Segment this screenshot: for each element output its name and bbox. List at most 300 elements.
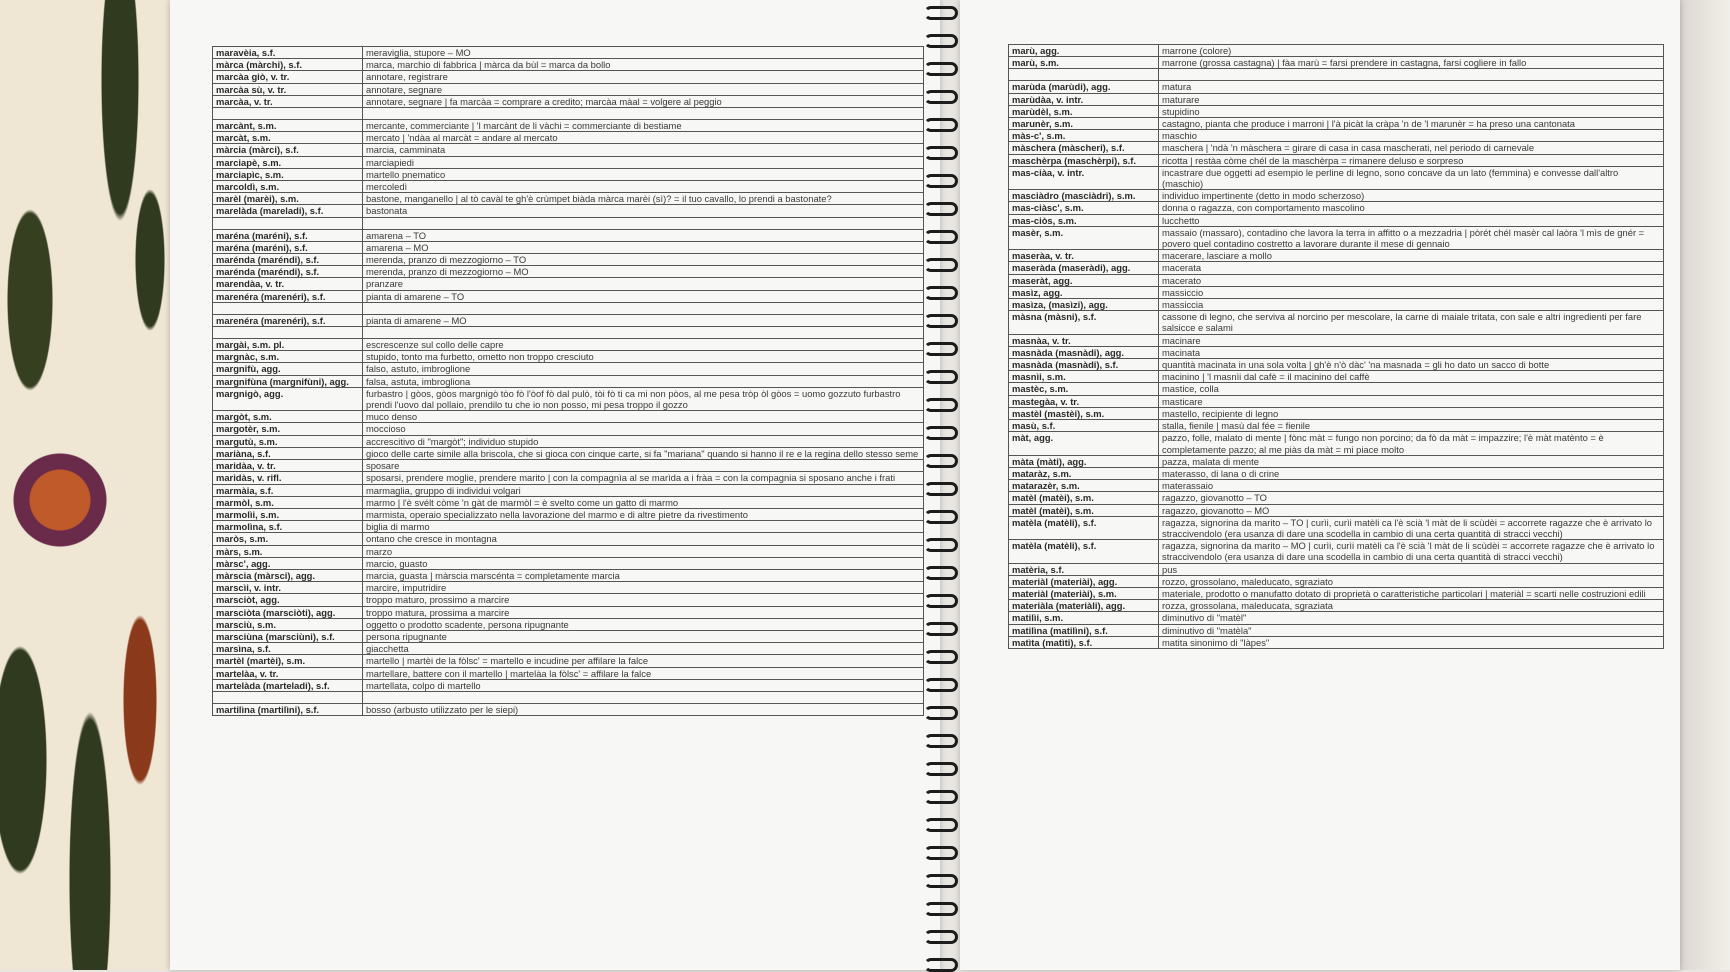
dictionary-row [1009, 600, 1664, 612]
entry-definition: ragazzo, giovanotto – TO [1159, 492, 1664, 504]
entry-term: masnàda (masnàdi), s.f. [1009, 359, 1159, 371]
entry-definition: muco denso [363, 411, 924, 423]
entry-term [213, 108, 363, 120]
entry-term: matèl (matèi), s.m. [1009, 504, 1159, 516]
entry-definition: sposarsi, prendere moglie, prendere marito | con la compagnìa al se marìda a i fràa = con la compagnia si sposano anche i frati [363, 472, 924, 484]
entry-term: marcàa, v. tr. [213, 95, 363, 107]
dictionary-row [1009, 154, 1664, 166]
spiral-coil [924, 874, 958, 888]
dictionary-row [213, 193, 924, 205]
entry-term: marénda (maréndi), s.f. [213, 254, 363, 266]
entry-definition: individuo impertinente (detto in modo scherzoso) [1159, 190, 1664, 202]
entry-definition: martello pnematico [363, 168, 924, 180]
entry-definition: mastice, colla [1159, 383, 1664, 395]
entry-definition [363, 691, 924, 703]
entry-term: marmòl, s.m. [213, 496, 363, 508]
dictionary-row [213, 533, 924, 545]
dictionary-row [213, 302, 924, 314]
spiral-coil [924, 706, 958, 720]
entry-definition: pianta di amarene – MO [363, 314, 924, 326]
entry-definition [363, 302, 924, 314]
entry-definition: massaio (massaro), contadino che lavora la terra in affitto o a mezzadria | pòrét chél masèr cal laòra 'l mìs de gnér = povero quel contadino costretto a lavorare durante il mese di gennaio [1159, 226, 1664, 249]
dictionary-row [1009, 587, 1664, 599]
entry-definition: ricotta | restàa còme chél de la maschèrpa = rimanere deluso e sorpreso [1159, 154, 1664, 166]
entry-definition: pazzo, folle, malato di mente | fònc màt = fungo non porcino; da fò da màt = impazzire; l'è màt matènto = è completamente pazzo; al me piàs da màt = mi piace molto [1159, 432, 1664, 455]
dictionary-row [213, 460, 924, 472]
entry-definition: matita sinonimo di "làpes" [1159, 636, 1664, 648]
entry-term: mataràz, s.m. [1009, 467, 1159, 479]
entry-definition: martellare, battere con il martello | martelàa la fòlsc' = affilare la falce [363, 667, 924, 679]
dictionary-row [213, 411, 924, 423]
entry-term: martilìna (martilìni), s.f. [213, 703, 363, 715]
entry-definition [363, 217, 924, 229]
entry-term: marsciù, s.m. [213, 618, 363, 630]
entry-definition: marzo [363, 545, 924, 557]
entry-definition: giacchetta [363, 643, 924, 655]
right-dictionary-table [1008, 44, 1664, 649]
entry-definition: merenda, pranzo di mezzogiorno – TO [363, 254, 924, 266]
dictionary-row [213, 363, 924, 375]
spiral-coil [924, 146, 958, 160]
entry-term: materiàla (materiàli), agg. [1009, 600, 1159, 612]
entry-term: marmolìna, s.f. [213, 521, 363, 533]
dictionary-row [213, 314, 924, 326]
entry-term: matèl (matèi), s.m. [1009, 492, 1159, 504]
dictionary-row [1009, 311, 1664, 334]
entry-definition: rozzo, grossolano, maleducato, sgraziato [1159, 575, 1664, 587]
entry-term: màrscia (màrsci), agg. [213, 569, 363, 581]
dictionary-row [1009, 420, 1664, 432]
entry-definition: falsa, astuta, imbrogliona [363, 375, 924, 387]
dictionary-row [1009, 214, 1664, 226]
dictionary-row [1009, 540, 1664, 563]
dictionary-row [213, 47, 924, 59]
entry-definition: materassaio [1159, 480, 1664, 492]
dictionary-row [213, 387, 924, 410]
spiral-coil [924, 678, 958, 692]
dictionary-row [1009, 359, 1664, 371]
spiral-coil [924, 62, 958, 76]
dictionary-row [1009, 492, 1664, 504]
dictionary-row [1009, 166, 1664, 189]
entry-definition: marcire, imputridire [363, 582, 924, 594]
dictionary-row [213, 339, 924, 351]
dictionary-row [1009, 142, 1664, 154]
entry-definition: marrone (grossa castagna) | fàa marù = farsi prendere in castagna, farsi cogliere in fallo [1159, 57, 1664, 69]
entry-definition: annotare, registrare [363, 71, 924, 83]
entry-term: maréna (maréni), s.f. [213, 241, 363, 253]
entry-term: maravèia, s.f. [213, 47, 363, 59]
entry-definition: ragazzo, giovanotto – MO [1159, 504, 1664, 516]
entry-term: mas-ciàa, v. intr. [1009, 166, 1159, 189]
entry-term: marunèr, s.m. [1009, 118, 1159, 130]
entry-definition: maschio [1159, 130, 1664, 142]
dictionary-row [213, 679, 924, 691]
dictionary-row [213, 351, 924, 363]
entry-definition: annotare, segnare | fa marcàa = comprare a credito; marcàa màal = volgere al peggio [363, 95, 924, 107]
dictionary-row [1009, 575, 1664, 587]
entry-term: masciàdro (masciàdri), s.m. [1009, 190, 1159, 202]
entry-term: màrca (màrchi), s.f. [213, 59, 363, 71]
dictionary-row [1009, 69, 1664, 81]
spiral-coil [924, 622, 958, 636]
dictionary-row [213, 120, 924, 132]
spiral-coil [924, 538, 958, 552]
entry-term: maschèrpa (maschèrpi), s.f. [1009, 154, 1159, 166]
entry-term: màrs, s.m. [213, 545, 363, 557]
dictionary-row [1009, 612, 1664, 624]
spiral-coil [924, 202, 958, 216]
dictionary-row [1009, 226, 1664, 249]
entry-term: marsciùna (marsciùni), s.f. [213, 630, 363, 642]
entry-definition: marcio, guasto [363, 557, 924, 569]
entry-term: masù, s.f. [1009, 420, 1159, 432]
dictionary-row [213, 606, 924, 618]
dictionary-row [213, 472, 924, 484]
background-edge [1680, 0, 1730, 970]
entry-term: marciapìc, s.m. [213, 168, 363, 180]
entry-term [1009, 69, 1159, 81]
entry-definition: macinare [1159, 334, 1664, 346]
dictionary-row [213, 545, 924, 557]
dictionary-row [213, 217, 924, 229]
entry-definition: stupido, tonto ma furbetto, ometto non troppo cresciuto [363, 351, 924, 363]
entry-definition: macinata [1159, 346, 1664, 358]
entry-term: margài, s.m. pl. [213, 339, 363, 351]
entry-definition: troppo maturo, prossimo a marcire [363, 594, 924, 606]
dictionary-row [213, 484, 924, 496]
entry-definition: masticare [1159, 395, 1664, 407]
entry-term: mariàna, s.f. [213, 447, 363, 459]
entry-term: masìz, agg. [1009, 286, 1159, 298]
entry-definition: pus [1159, 563, 1664, 575]
entry-definition: marcia, guasta | màrscia marscénta = completamente marcia [363, 569, 924, 581]
dictionary-row [213, 278, 924, 290]
dictionary-row [1009, 202, 1664, 214]
left-dictionary-table [212, 46, 924, 716]
dictionary-row [213, 375, 924, 387]
dictionary-row [1009, 455, 1664, 467]
dictionary-row [1009, 250, 1664, 262]
entry-definition: oggetto o prodotto scadente, persona ripugnante [363, 618, 924, 630]
spiral-coil [924, 902, 958, 916]
entry-term: marsìna, s.f. [213, 643, 363, 655]
entry-definition: materasso, di lana o di crine [1159, 467, 1664, 479]
entry-definition: materiale, prodotto o manufatto dotato di proprietà o caratteristiche particolari | materiàl = scarti nelle costruzioni edili [1159, 587, 1664, 599]
entry-definition: stupidino [1159, 105, 1664, 117]
dictionary-row [213, 168, 924, 180]
entry-term: materiàl (materiài), agg. [1009, 575, 1159, 587]
entry-term: materiàl (materiài), s.m. [1009, 587, 1159, 599]
entry-term: masnàda (masnàdi), agg. [1009, 346, 1159, 358]
dictionary-row [213, 618, 924, 630]
dictionary-row [1009, 262, 1664, 274]
dictionary-row [213, 254, 924, 266]
dictionary-row [1009, 346, 1664, 358]
entry-definition: marca, marchio di fabbrica | màrca da bùl = marca da bollo [363, 59, 924, 71]
entry-term: martelàa, v. tr. [213, 667, 363, 679]
entry-definition: lucchetto [1159, 214, 1664, 226]
spiral-coil [924, 566, 958, 580]
entry-term: matilìi, s.m. [1009, 612, 1159, 624]
entry-term: marendàa, v. tr. [213, 278, 363, 290]
entry-definition: marmaglia, gruppo di individui volgari [363, 484, 924, 496]
dictionary-row [1009, 274, 1664, 286]
entry-term: maseràda (maseràdi), agg. [1009, 262, 1159, 274]
dictionary-row [213, 229, 924, 241]
dictionary-row [213, 156, 924, 168]
entry-definition: matura [1159, 81, 1664, 93]
spiral-coil [924, 342, 958, 356]
spiral-coil [924, 34, 958, 48]
entry-term: matarazèr, s.m. [1009, 480, 1159, 492]
dictionary-row [213, 108, 924, 120]
entry-definition: meraviglia, stupore – MO [363, 47, 924, 59]
entry-term [213, 691, 363, 703]
spiral-coil [924, 370, 958, 384]
dictionary-row [1009, 516, 1664, 539]
dictionary-row [213, 266, 924, 278]
entry-term: margnifùna (margnifùni), agg. [213, 375, 363, 387]
dictionary-row [213, 703, 924, 715]
dictionary-row [1009, 371, 1664, 383]
entry-term: marù, agg. [1009, 45, 1159, 57]
entry-term: margotèr, s.m. [213, 423, 363, 435]
entry-definition: pazza, malata di mente [1159, 455, 1664, 467]
entry-term: mastèl (mastèi), s.m. [1009, 407, 1159, 419]
entry-term: margnigò, agg. [213, 387, 363, 410]
entry-definition: merenda, pranzo di mezzogiorno – MO [363, 266, 924, 278]
spiral-coil [924, 734, 958, 748]
entry-term: màrsc', agg. [213, 557, 363, 569]
dictionary-row [213, 447, 924, 459]
entry-definition: castagno, pianta che produce i marroni | l'à picàt la cràpa 'n de 'l marunèr = ha preso una cantonata [1159, 118, 1664, 130]
dictionary-row [213, 290, 924, 302]
entry-definition: furbastro | gòos, gòos margnigò tòo fò l'òof fò dal pulò, tòi fò ti ca mi non pòos, al me pesa tròp òl gòos = uomo gozzuto furbastro prendi l'uovo dal pollaio, prendilo tu che io non posso, mi pesa troppo il gozzo [363, 387, 924, 410]
entry-definition: amarena – MO [363, 241, 924, 253]
spiral-coil [924, 510, 958, 524]
entry-term: marmàia, s.f. [213, 484, 363, 496]
entry-term: mastèc, s.m. [1009, 383, 1159, 395]
entry-definition: macerata [1159, 262, 1664, 274]
entry-definition: macinino | 'l masnìi dal cafè = il macinino del caffè [1159, 371, 1664, 383]
entry-definition: mercante, commerciante | 'l marcànt de li vàchi = commerciante di bestiame [363, 120, 924, 132]
entry-definition: amarena – TO [363, 229, 924, 241]
entry-term: marscìi, v. intr. [213, 582, 363, 594]
entry-definition [363, 327, 924, 339]
entry-term: maròs, s.m. [213, 533, 363, 545]
entry-term: maseràa, v. tr. [1009, 250, 1159, 262]
entry-term: mas-ciòs, s.m. [1009, 214, 1159, 226]
entry-term: maridàs, v. rifl. [213, 472, 363, 484]
entry-definition: pianta di amarene – TO [363, 290, 924, 302]
entry-term: mas-ciàsc', s.m. [1009, 202, 1159, 214]
spiral-coil [924, 258, 958, 272]
entry-definition: massiccia [1159, 299, 1664, 311]
entry-definition: stalla, fienile | masù dal fée = fienile [1159, 420, 1664, 432]
spiral-coil [924, 286, 958, 300]
entry-definition: ontano che cresce in montagna [363, 533, 924, 545]
spiral-coil [924, 6, 958, 20]
dictionary-row [213, 132, 924, 144]
entry-definition: quantità macinata in una sola volta | gh'è n'ò dàc' 'na masnada = gli ho dato un sacco di botte [1159, 359, 1664, 371]
entry-term: marèl (marèi), s.m. [213, 193, 363, 205]
entry-definition: marrone (colore) [1159, 45, 1664, 57]
dictionary-row [1009, 45, 1664, 57]
spiral-coil [924, 846, 958, 860]
dictionary-row [1009, 299, 1664, 311]
dictionary-row [1009, 395, 1664, 407]
entry-term: marelàda (mareladi), s.f. [213, 205, 363, 217]
entry-definition: gioco delle carte simile alla briscola, che si gioca con cinque carte, si fa "mariana" quando si hanno il re e la regina dello stesso seme [363, 447, 924, 459]
dictionary-row [213, 181, 924, 193]
entry-term: maseràt, agg. [1009, 274, 1159, 286]
entry-term: marùdèl, s.m. [1009, 105, 1159, 117]
spiral-coil [924, 90, 958, 104]
entry-term: marenéra (marenéri), s.f. [213, 290, 363, 302]
spiral-coil [924, 454, 958, 468]
dictionary-row [213, 241, 924, 253]
entry-term: mastegàa, v. tr. [1009, 395, 1159, 407]
dictionary-row [1009, 407, 1664, 419]
entry-definition: moccioso [363, 423, 924, 435]
spiral-coil [924, 594, 958, 608]
entry-definition: marcia, camminata [363, 144, 924, 156]
entry-term: matèla (matèli), s.f. [1009, 540, 1159, 563]
dictionary-row [1009, 504, 1664, 516]
dictionary-row [1009, 105, 1664, 117]
entry-term: marcàa giò, v. tr. [213, 71, 363, 83]
dictionary-row [1009, 383, 1664, 395]
entry-term: margòt, s.m. [213, 411, 363, 423]
entry-definition: ragazza, signorina da marito – MO | curìi, curìi matèli ca l'è scià 'l màt de li scùdèi = accorrete ragazze che è arrivato lo straccivendolo (era usanza di dare una scodella in cambio di una certa quantità di stracci vecchi) [1159, 540, 1664, 563]
entry-definition: rozza, grossolana, maleducata, sgraziata [1159, 600, 1664, 612]
entry-definition: maturare [1159, 93, 1664, 105]
entry-definition: diminutivo di "matèl" [1159, 612, 1664, 624]
entry-definition: massiccio [1159, 286, 1664, 298]
entry-term: màrcia (màrci), s.f. [213, 144, 363, 156]
entry-term: matìta (matìti), s.f. [1009, 636, 1159, 648]
spiral-coil [924, 398, 958, 412]
entry-definition: martellata, colpo di martello [363, 679, 924, 691]
dictionary-row [213, 71, 924, 83]
entry-term: marciapè, s.m. [213, 156, 363, 168]
dictionary-row [213, 327, 924, 339]
right-page [960, 0, 1680, 970]
entry-term: marsciòt, agg. [213, 594, 363, 606]
dictionary-row [1009, 286, 1664, 298]
entry-term: maridàa, v. tr. [213, 460, 363, 472]
dictionary-row [1009, 130, 1664, 142]
entry-definition [1159, 69, 1664, 81]
dictionary-row [213, 496, 924, 508]
entry-definition: sposare [363, 460, 924, 472]
entry-definition: marmo | l'è svélt còme 'n gàt de marmòl = è svelto come un gatto di marmo [363, 496, 924, 508]
entry-term: marsciòta (marsciòti), agg. [213, 606, 363, 618]
spiral-coil [924, 174, 958, 188]
entry-term: màs-c', s.m. [1009, 130, 1159, 142]
dictionary-row [1009, 636, 1664, 648]
entry-definition: marciapiedi [363, 156, 924, 168]
entry-term: margnifù, agg. [213, 363, 363, 375]
dictionary-row [1009, 563, 1664, 575]
entry-term: marù, s.m. [1009, 57, 1159, 69]
entry-definition: annotare, segnare [363, 83, 924, 95]
spiral-coil [924, 790, 958, 804]
dictionary-row [213, 569, 924, 581]
dictionary-row [213, 691, 924, 703]
entry-term: marcàt, s.m. [213, 132, 363, 144]
dictionary-row [213, 83, 924, 95]
dictionary-row [213, 95, 924, 107]
entry-term: masnàa, v. tr. [1009, 334, 1159, 346]
dictionary-row [1009, 334, 1664, 346]
dictionary-row [213, 557, 924, 569]
entry-term [213, 217, 363, 229]
dictionary-row [1009, 190, 1664, 202]
dictionary-row [213, 435, 924, 447]
entry-term: marùdàa, v. intr. [1009, 93, 1159, 105]
dictionary-row [1009, 93, 1664, 105]
dictionary-row [213, 423, 924, 435]
entry-definition: mercoledì [363, 181, 924, 193]
entry-definition: troppo matura, prossima a marcire [363, 606, 924, 618]
entry-definition: maschera | 'ndà 'n màschera = girare di casa in casa mascherati, nel periodo di carnevale [1159, 142, 1664, 154]
entry-term: marùda (marùdi), agg. [1009, 81, 1159, 93]
entry-term [213, 327, 363, 339]
entry-term: matèria, s.f. [1009, 563, 1159, 575]
entry-definition: falso, astuto, imbroglione [363, 363, 924, 375]
spiral-coil [924, 818, 958, 832]
spiral-coil [924, 118, 958, 132]
dictionary-row [213, 582, 924, 594]
entry-definition: macerato [1159, 274, 1664, 286]
left-page [170, 0, 940, 970]
spiral-coil [924, 230, 958, 244]
entry-definition: macerare, lasciare a mollo [1159, 250, 1664, 262]
entry-term: màschera (màscheri), s.f. [1009, 142, 1159, 154]
dictionary-row [213, 630, 924, 642]
entry-term: marénda (maréndi), s.f. [213, 266, 363, 278]
dictionary-row [213, 594, 924, 606]
spiral-coil [924, 314, 958, 328]
dictionary-row [213, 59, 924, 71]
dictionary-row [1009, 467, 1664, 479]
entry-term: màta (màti), agg. [1009, 455, 1159, 467]
entry-definition: cassone di legno, che serviva al norcino per mescolare, la carne di maiale tritata, con sale e altri ingredienti per fare salsicce e salami [1159, 311, 1664, 334]
entry-definition: bosso (arbusto utilizzato per le siepi) [363, 703, 924, 715]
spiral-coil [924, 762, 958, 776]
entry-term: margnàc, s.m. [213, 351, 363, 363]
dictionary-row [213, 144, 924, 156]
entry-definition: escrescenze sul collo delle capre [363, 339, 924, 351]
entry-term: màsna (màsni), s.f. [1009, 311, 1159, 334]
dictionary-row [1009, 432, 1664, 455]
entry-definition: accrescitivo di "margòt"; individuo stupido [363, 435, 924, 447]
entry-term: martèl (martèi), s.m. [213, 655, 363, 667]
entry-definition: bastonata [363, 205, 924, 217]
entry-term: màt, agg. [1009, 432, 1159, 455]
spiral-coil [924, 426, 958, 440]
entry-term: margutù, s.m. [213, 435, 363, 447]
entry-term: martelàda (marteladi), s.f. [213, 679, 363, 691]
dictionary-row [213, 508, 924, 520]
entry-definition: diminutivo di "matèla" [1159, 624, 1664, 636]
dictionary-row [213, 643, 924, 655]
entry-term: masìza, (masìzi), agg. [1009, 299, 1159, 311]
entry-term: masnìi, s.m. [1009, 371, 1159, 383]
entry-definition: marmista, operaio specializzato nella lavorazione del marmo e di altre pietre da rivestimento [363, 508, 924, 520]
